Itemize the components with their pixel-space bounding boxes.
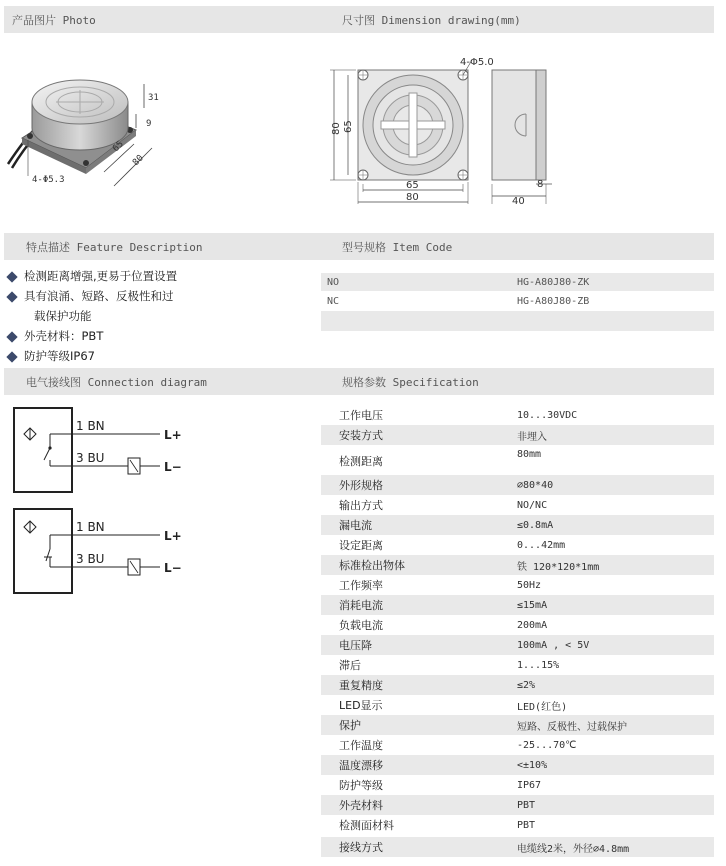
product-photo (4, 60, 194, 200)
spec-value: -25...70℃ (517, 739, 577, 751)
feature-section-header (4, 233, 322, 260)
spec-row (321, 655, 714, 675)
photo-dim-height: 31 (148, 93, 159, 103)
wiring-diagrams (10, 404, 210, 594)
dim-depth-40: 40 (512, 196, 525, 207)
item-code-row: NO HG-A80J80-ZK (321, 273, 714, 291)
wire-label-bn: 1 BN (76, 419, 105, 433)
spec-key: 外形规格 (339, 479, 383, 492)
spec-key: 安装方式 (339, 429, 383, 442)
spec-value: 1...15% (517, 659, 560, 671)
spec-key: 工作频率 (339, 579, 383, 592)
spec-key: 工作温度 (339, 739, 383, 752)
spec-key: 输出方式 (339, 499, 383, 512)
spec-value: 80mm (517, 449, 542, 460)
dim-depth-8: 8 (537, 179, 544, 190)
dimension-drawing (326, 50, 566, 210)
spec-row (321, 555, 714, 575)
spec-row (321, 535, 714, 555)
spec-value: ≤2% (517, 679, 536, 691)
spec-value: ≤0.8mA (517, 519, 554, 531)
wiring-diagram-nc (14, 509, 182, 593)
spec-value: 100mA , < 5V (517, 639, 590, 651)
spec-row (321, 425, 714, 445)
spec-value: ≤15mA (517, 599, 548, 611)
terminal-plus: L+ (164, 428, 182, 442)
spec-row (321, 755, 714, 775)
spec-row (321, 449, 714, 473)
spec-key: 标准检出物体 (339, 559, 405, 572)
spec-row (321, 795, 714, 815)
spec-key: 温度漂移 (339, 759, 383, 772)
feature-item: 防护等级IP67 (6, 350, 95, 366)
spec-value: <±10% (517, 759, 548, 771)
dim-hole-note: 4-Φ5.0 (460, 57, 494, 68)
spec-key: 消耗电流 (339, 599, 383, 612)
item-code-section-title: 型号规格 Item Code (342, 240, 453, 254)
spec-value: 电缆线2米，外径∅4.8mm (517, 843, 630, 855)
feature-item: 检测距离增强,更易于位置设置 (6, 270, 177, 286)
spec-value: ∅80*40 (517, 479, 554, 491)
item-code-row-empty (321, 311, 714, 331)
terminal-plus: L+ (164, 529, 182, 543)
spec-key: 接线方式 (339, 841, 383, 854)
photo-dim-base: 9 (146, 119, 152, 129)
connection-section-header (4, 368, 322, 395)
spec-value: IP67 (517, 779, 542, 791)
spec-value: 0...42mm (517, 539, 566, 551)
spec-value: NO/NC (517, 499, 548, 511)
spec-row (321, 815, 714, 835)
spec-value: 200mA (517, 619, 548, 631)
dimension-section-header (322, 6, 714, 33)
spec-key: 检测距离 (339, 455, 383, 468)
dimension-section-title: 尺寸图 Dimension drawing(mm) (342, 13, 521, 27)
photo-section-header (4, 6, 322, 33)
spec-section-title: 规格参数 Specification (342, 375, 479, 389)
dim-side-65: 65 (343, 120, 354, 133)
spec-key: 重复精度 (339, 679, 383, 692)
feature-section-title: 特点描述 Feature Description (26, 240, 203, 254)
wire-label-bu: 3 BU (76, 451, 105, 465)
spec-key: LED显示 (339, 699, 383, 712)
spec-key: 负载电流 (339, 619, 383, 632)
photo-section-title: 产品图片 Photo (12, 13, 96, 27)
spec-key: 保护 (339, 719, 361, 732)
spec-row (321, 837, 714, 857)
item-code-section-header (322, 233, 714, 260)
spec-row (321, 595, 714, 615)
wire-label-bu: 3 BU (76, 552, 105, 566)
bullet-diamond-icon (6, 291, 17, 302)
spec-row (321, 715, 714, 735)
dim-side-80: 80 (331, 122, 342, 135)
bullet-diamond-icon (6, 351, 17, 362)
spec-row (321, 405, 714, 425)
spec-value: 非埋入 (517, 431, 547, 443)
item-code-row: NC HG-A80J80-ZB (327, 295, 590, 307)
spec-value: 铁 120*120*1mm (517, 561, 600, 573)
spec-value: LED(红色) (517, 701, 568, 713)
feature-item: 外壳材料：PBT (6, 330, 103, 346)
connection-section-title: 电气接线图 Connection diagram (26, 375, 207, 389)
spec-row (321, 515, 714, 535)
photo-dim-hole: 4-Φ5.3 (32, 175, 65, 185)
spec-row (321, 675, 714, 695)
bullet-diamond-icon (6, 331, 17, 342)
wiring-diagram-no (14, 408, 182, 492)
spec-value: 短路、反极性、过载保护 (517, 721, 627, 733)
spec-key: 外壳材料 (339, 799, 383, 812)
terminal-minus: L− (164, 460, 182, 474)
terminal-minus: L− (164, 561, 182, 575)
dim-bottom-80: 80 (406, 192, 419, 203)
spec-value: 50Hz (517, 579, 542, 591)
feature-item: 具有浪涌、短路、反极性和过 (6, 290, 174, 306)
spec-row (321, 775, 714, 795)
dim-bottom-65: 65 (406, 180, 419, 191)
spec-row (321, 495, 714, 515)
spec-value: 10...30VDC (517, 409, 578, 421)
wire-label-bn: 1 BN (76, 520, 105, 534)
spec-key: 防护等级 (339, 779, 383, 792)
spec-section-header (322, 368, 714, 395)
photo-dim-pitch: 65 (111, 139, 126, 155)
photo-dim-outer: 80 (131, 153, 146, 169)
spec-row (321, 735, 714, 755)
spec-row (321, 475, 714, 495)
spec-key: 滞后 (339, 659, 361, 672)
spec-key: 检测面材料 (339, 819, 394, 832)
spec-row (321, 695, 714, 715)
spec-key: 工作电压 (339, 409, 383, 422)
spec-value: PBT (517, 799, 536, 811)
spec-key: 漏电流 (339, 519, 372, 532)
spec-row (321, 635, 714, 655)
spec-value: PBT (517, 819, 536, 831)
spec-key: 设定距离 (339, 539, 383, 552)
bullet-diamond-icon (6, 271, 17, 282)
spec-row (321, 575, 714, 595)
spec-key: 电压降 (339, 639, 372, 652)
spec-row (321, 615, 714, 635)
feature-item-continued: 载保护功能 (34, 309, 92, 323)
